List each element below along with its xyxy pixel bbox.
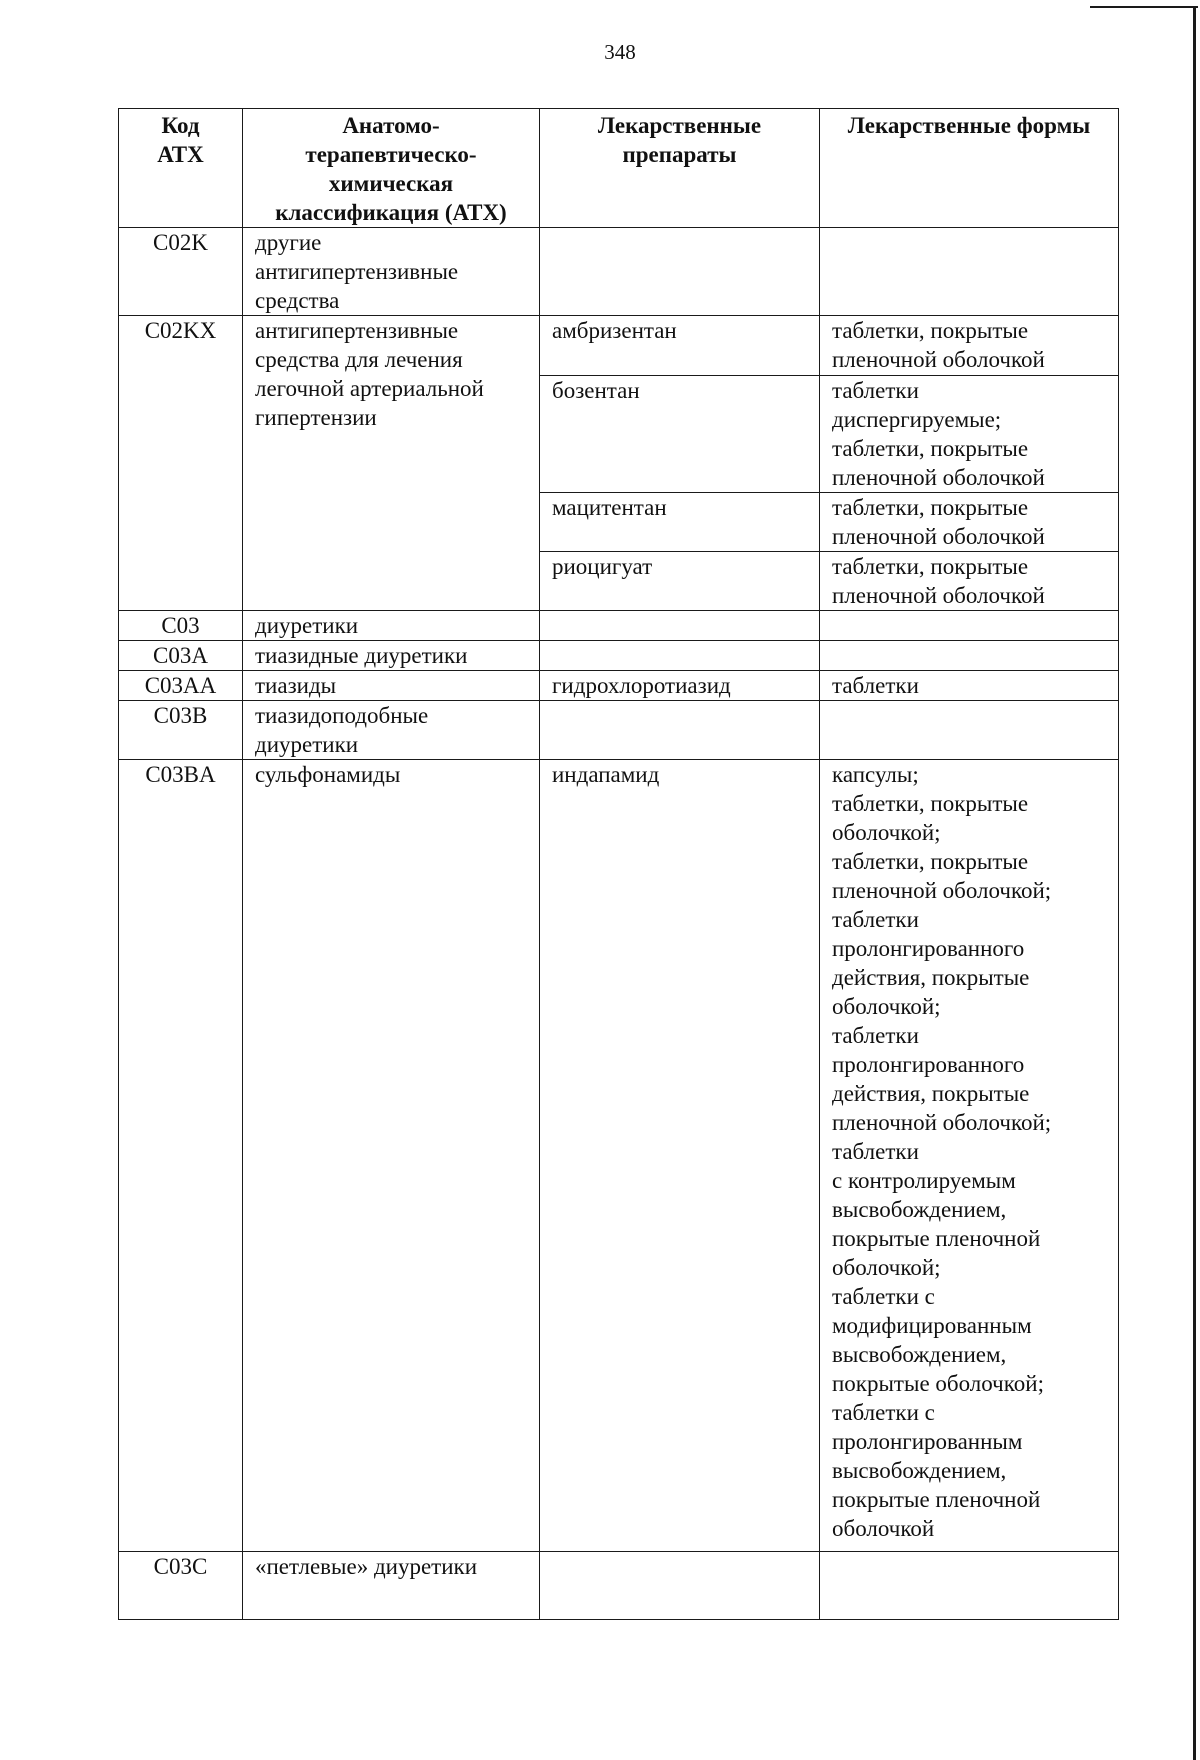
drug-cell: риоцигуат (540, 552, 820, 611)
atx-class-cell: антигипертензивные средства для лечения легочной артериальной гипертензии (243, 316, 540, 611)
atx-code-cell: C03C (119, 1552, 243, 1620)
atx-code-cell: C02K (119, 228, 243, 316)
table-header-row (119, 109, 1119, 228)
scan-edge-right-line (1193, 8, 1196, 1760)
table-row (119, 228, 1119, 316)
atx-class-cell: сульфонамиды (243, 760, 540, 1552)
atx-class-cell: «петлевые» диуретики (243, 1552, 540, 1620)
drug-cell: мацитентан (540, 493, 820, 552)
forms-cell (820, 701, 1119, 760)
atx-code-cell: C03AA (119, 671, 243, 701)
table-row (119, 671, 1119, 701)
header-drugs: Лекарственные препараты (540, 109, 820, 228)
forms-cell (820, 228, 1119, 316)
forms-cell: таблетки, покрытые пленочной оболочкой (820, 316, 1119, 376)
drug-cell (540, 611, 820, 641)
table-row (119, 316, 1119, 376)
atx-class-cell: тиазидоподобные диуретики (243, 701, 540, 760)
table-row (119, 760, 1119, 1552)
table-row (119, 701, 1119, 760)
drug-cell (540, 1552, 820, 1620)
table-row (119, 611, 1119, 641)
forms-cell: таблетки, покрытые пленочной оболочкой (820, 493, 1119, 552)
forms-cell (820, 641, 1119, 671)
atx-table (118, 108, 1119, 1620)
header-forms: Лекарственные формы (820, 109, 1119, 228)
forms-cell (820, 1552, 1119, 1620)
atx-code-cell: C02KX (119, 316, 243, 611)
header-classification: Анатомо- терапевтическо- химическая классификация (АТХ) (243, 109, 540, 228)
forms-cell: капсулы; таблетки, покрытые оболочкой; таблетки, покрытые пленочной оболочкой; таблетки пролонгированного действия, покрытые оболочкой; таблетки пролонгированного действия, покрытые пленочной оболочкой; таблетки с контролируемым высвобождением, покрытые пленочной оболочкой; таблетки с модифицированным высвобождением, покрытые оболочкой; таблетки с пролонгированным высвобождением, покрытые пленочной оболочкой (820, 760, 1119, 1552)
atx-class-cell: тиазиды (243, 671, 540, 701)
atx-code-cell: C03 (119, 611, 243, 641)
scan-edge-top-line (1090, 6, 1198, 8)
atx-class-cell: другие антигипертензивные средства (243, 228, 540, 316)
drug-cell: амбризентан (540, 316, 820, 376)
page-number: 348 (604, 40, 636, 64)
forms-cell: таблетки (820, 671, 1119, 701)
forms-cell (820, 611, 1119, 641)
forms-cell: таблетки, покрытые пленочной оболочкой (820, 552, 1119, 611)
atx-code-cell: C03BA (119, 760, 243, 1552)
drug-cell (540, 701, 820, 760)
drug-cell (540, 228, 820, 316)
atx-class-cell: тиазидные диуретики (243, 641, 540, 671)
drug-cell: индапамид (540, 760, 820, 1552)
table-row (119, 1552, 1119, 1620)
forms-cell: таблетки диспергируемые; таблетки, покрытые пленочной оболочкой (820, 376, 1119, 493)
table-row (119, 641, 1119, 671)
drug-cell (540, 641, 820, 671)
drug-cell: бозентан (540, 376, 820, 493)
drug-cell: гидрохлоротиазид (540, 671, 820, 701)
header-code: Код АТХ (119, 109, 243, 228)
atx-code-cell: C03B (119, 701, 243, 760)
atx-class-cell: диуретики (243, 611, 540, 641)
atx-code-cell: C03A (119, 641, 243, 671)
